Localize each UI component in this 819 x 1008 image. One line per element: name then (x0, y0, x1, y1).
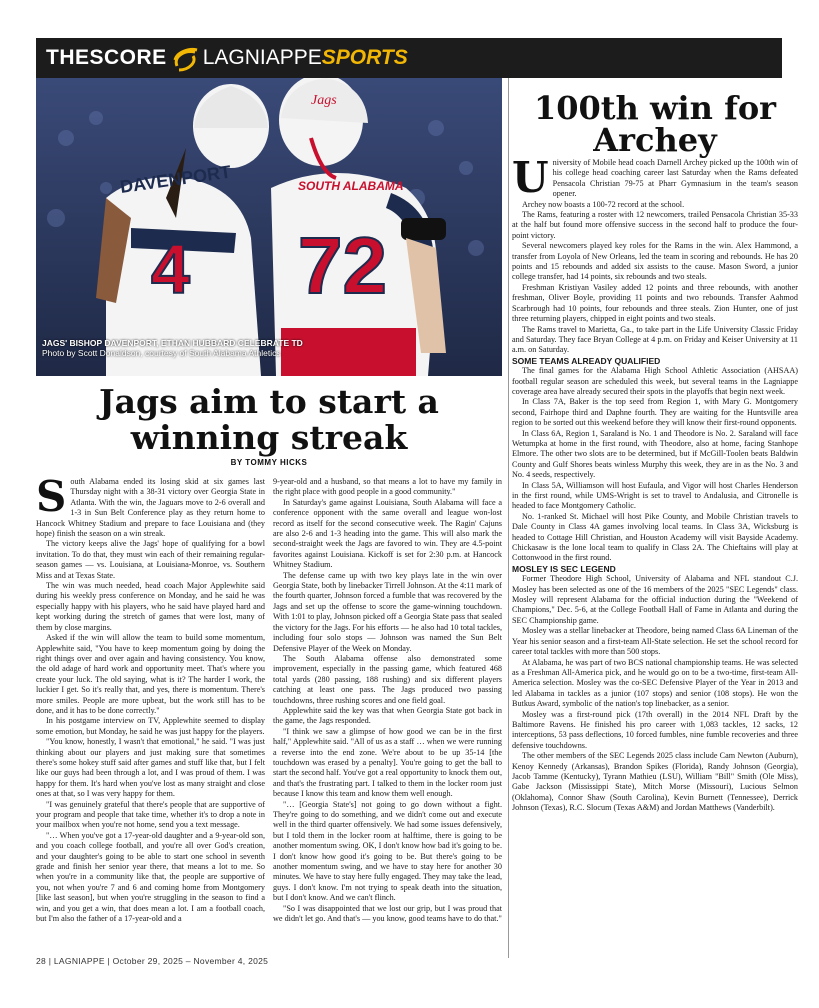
paragraph: "So I was disappointed that we lost our grip, but I was proud that we didn't let go. And that's — you know, good teams have to do that." (273, 903, 502, 924)
dropcap-u: U (512, 153, 549, 202)
s-swirl-logo-icon (171, 44, 199, 72)
page-footer: 28 | LAGNIAPPE | October 29, 2025 – November 4, 2025 (36, 956, 269, 966)
paragraph: The Rams, featuring a roster with 12 newcomers, trailed Pensacola Christian 35-33 at the half but found more offensive success in the second half to produce the four-point victory. (512, 210, 798, 240)
subhead-mosley: MOSLEY IS SEC LEGEND (512, 563, 616, 574)
paragraph: The Rams travel to Marietta, Ga., to take part in the Life University Classic Friday and Saturday. They face Bryan College at 4 p.m. on Friday and Keiser University at 11 a.m. on Saturday. (512, 324, 798, 355)
paragraph: The defense came up with two key plays late in the win over Georgia State, both by linebacker Tirrell Johnson. At the 4:11 mark of the fourth quarter, Johnson forced a fumble that was recovered by the Jags and set up the offense to score the game-winning touchdown. With 1:01 to play, Johnson picked off a Georgia State pass that sealed the victory for the Jags. For his efforts — he also had 10 total tackles, including four solo stops — Johnson was named the Sun Belt Defensive Player of the Week on Monday. (273, 570, 502, 653)
paragraph: The victory keeps alive the Jags' hope of qualifying for a bowl invitation. To do that, they must win each of their remaining regular-season games — vs. Louisiana, at Louisiana-Monroe, vs. Southern Miss and at Texas State. (36, 539, 265, 580)
section-banner (36, 38, 502, 78)
publication-name: LAGNIAPPE (53, 956, 105, 966)
paragraph: At Alabama, he was part of two BCS national championship teams. He was selected as a Freshman All-America pick, and he would go on to be a two-time, first-team All-America selection. Mosley was the co-SEC Defensive Player of the Year in 2013 and led Alabama in tackles as a junior (107 stops) and senior (108 stops). He won the Butkus Award, symbolic of the nation's top linebacker, as a senior. (512, 657, 798, 709)
helmet-text: Jags (311, 93, 337, 108)
paragraph: In Saturday's game against Louisiana, South Alabama will face a conference opponent with the same overall and league won-lost record as itself for the second consecutive week. The Ragin' Cajuns are also 2-6 and 1-3 heading into the game. This will also mark the second-straight week the Jags are favored to win. They are 4.5-point favorites against Louisiana. Kickoff is set for 2:30 p.m. at Hancock Whitney Stadium. (273, 497, 502, 570)
paragraph: In Class 5A, Williamson will host Eufaula, and Vigor will host Charles Henderson in the first round, while UMS-Wright is set to travel to Andalusia, and Citronelle is headed to face Montgomery Catholic. (512, 480, 798, 511)
paragraph: "… [Georgia State's] not going to go down without a fight. They're going to do something, and we didn't come out and execute well in the third quarter offensively. We had some issues defensively, but I told them in the locker room at halftime, there is going to be another momentum swing. OK, I don't know how bad it's going to be. I don't know how good it's going to be. But there's going to be another momentum swing, and we have to stay here for another 30 minutes. We have to stay here fully engaged. They may take the lead, guys. I don't know. I'm not trying to speak death into the situation, but I don't know. And we can't flinch. (273, 799, 502, 903)
issue-dates: October 29, 2025 – November 4, 2025 (112, 956, 269, 966)
paragraph: Freshman Kristiyan Vasiley added 12 points and three rebounds, with another freshman, Oliver Boyle, providing 11 points and two rebounds. Transfer Aahmod Scarbrough had 10 points, four rebounds and three steals. Zion Hunter, one of just three returning players, chipped in eight points and two steals. (512, 282, 798, 324)
jersey1-name: DAVENPORT (118, 161, 233, 197)
paragraph: The win was much needed, head coach Major Applewhite said during his weekly press conference on Monday, and he said he was especially happy with his players, who he said have played hard and kept working during the stretch of games that were lost, many of them by close margins. (36, 581, 265, 632)
paragraph: The other members of the SEC Legends 2025 class include Cam Newton (Auburn), Kenoy Kennedy (Arkansas), Brandon Spikes (Florida), Randy Johnson (Georgia), Jacob Tamme (Kentucky), Tyrann Mathieu (LSU), William "Bill" Smith (Ole Miss), Gabe Jackson (Mississippi State), Mitch Morse (Missouri), Lucious Selmon (Oklahoma), Connor Shaw (South Carolina), Kevin Burnett (Tennessee), Derrick Johnson (Texas), R.C. Slocum (Texas A&M) and Jordan Matthews (Vanderbilt). (512, 751, 798, 813)
paragraph: In Class 7A, Baker is the top seed from Region 1, with Mary G. Montgomery second, Fairhope third and Daphne fourth. They are waiting for the Huntsville area region to be sorted out this weekend before they will know their first-round opponents. (512, 397, 798, 428)
article1-column-b (273, 477, 502, 924)
paragraph: "I think we saw a glimpse of how good we can be in the first half," Applewhite said. "All of us as a staff … when we were running a reverse into the end zone. We're about to be up 35-14 [the touchdown was erased by a penalty]. You're going to get the ball to start the second half. You've got a real opportunity to knock them out, and that's the frustrating part. I talked to them in the locker room just because I know this team and know them well enough. (273, 726, 502, 799)
column-divider (508, 78, 509, 958)
paragraph: Mosley was a first-round pick (17th overall) in the 2014 NFL Draft by the Baltimore Ravens. He finished his pro career with 1,083 tackles, 12 sacks, 12 interceptions, 53 pass deflections, 10 forced fumbles, nine fumble recoveries and three defensive touchdowns. (512, 709, 798, 750)
caption-credit: Photo by Scott Donaldson, courtesy of South Alabama Athletics (42, 348, 281, 358)
paragraph: Former Theodore High School, University of Alabama and NFL standout C.J. Mosley has been selected as one of the 16 members of the 2025 "SEC Legends" class. Mosley will represent Alabama for the official induction during the "Weekend of Champions," Dec. 5-6, at the College Football Hall of Fame in Atlanta and during the SEC Championship game. (512, 574, 798, 625)
paragraph: Applewhite said the key was that when Georgia State got back in the game, the Jags responded. (273, 705, 502, 726)
banner-sports: SPORTS (321, 46, 408, 69)
jersey2-name: SOUTH ALABAMA (298, 179, 404, 193)
article1-column-a: South Alabama ended its losing skid at six games last Thursday night with a 38-31 victory over Georgia State in Atlanta. With the win, the Jaguars move to 2-6 overall and 1-3 in Sun Belt Conference play as they return home to Hancock Whitney Stadium and prepare to face Louisiana and (they hope) finish the season on a win streak. The victory keeps alive the Jags' hope of qualifying for a bowl invitation. To do that, they must win each of their remaining regular-season games — vs. Louisiana, at Louisiana-Monroe, vs. Southern Miss and at Texas State. The win was much needed, head coach Major Applewhite said during his weekly press conference on Monday, and he said he was especially happy with his players, who he said have played hard and kept working during the stretch of games that were lost, many of them by close margins. Asked if the win will allow the team to build some momentum, Applewhite said, "You have to keep momentum going by doing the right things over and over again and having consistency. You know, the old adage of hard work and opportunity meet. That's where you create your luck. The old saying, what is it? The harder I work, the luckier I get. So it's really that, and yes, there is momentum. There's more smiles. People are more upbeat, but the work still has to be done, and it has to be done correctly." In his postgame interview on TV, Applewhite seemed to display some emotion, but Monday, he said he was just happy for the players. "You know, honestly, I wasn't that emotional," he said. "I was just thinking about our players and just making sure that sometimes there's some hokey stuff said after games and stuff like that, but I felt like our guys had been through a lot, and I was proud of them. I was happy for them. It's hard when you've lost as many straight and close ones at that, so I was very happy for them. "I was genuinely grateful that there's people that are supportive of your program and people that take time, whether it's to drop a note in your mailbox when you're not home, send you a text message. "… When you've got a 17-year-old daughter and a 9-year-old son, and you coach college football, and you're all over God's creation, and your daughter's going to be able to start one school in seventh grade and finish her senior year there, that means a lot to me. So when you're in a community like that, the people are supportive of you, not when you're 7 and 6 and coming home from Montgomery [like last season], but when you're struggling in the season to find a win, and you get a win, that does mean a lot. I am a football coach, but I'm also the father of a 17-year-old and a (36, 472, 265, 924)
paragraph: Asked if the win will allow the team to build some momentum, Applewhite said, "You have to keep momentum going by doing the right things over and over again and having consistency. You know, the old adage of hard work and opportunity meet. That's where you create your luck. The old saying, what is it? The harder I work, the luckier I get. So it's really that, and yes, there is momentum. There's more smiles. People are more upbeat, but the work still has to be done, and it has to be done correctly." (36, 633, 265, 715)
page-number: 28 (36, 956, 47, 966)
paragraph: Mosley was a stellar linebacker at Theodore, being named Class 6A Lineman of the Year his senior season and a first-team All-State selection. He set the school record for career total tackles with more than 500 stops. (512, 626, 798, 657)
caption-title: JAGS' BISHOP DAVENPORT, ETHAN HUBBARD CELEBRATE TD (42, 338, 303, 348)
lead-photo (36, 78, 502, 376)
paragraph: "I was genuinely grateful that there's people that are supportive of your program and people that take time, whether it's to drop a note in your mailbox when you're not home, send you a text message. (36, 799, 265, 830)
subhead-qualified: SOME TEAMS ALREADY QUALIFIED (512, 355, 661, 366)
banner-lagniappe: LAGNIAPPE (202, 46, 322, 69)
paragraph: In his postgame interview on TV, Applewhite seemed to display some emotion, but Monday, he said he was just happy for the players. (36, 716, 265, 736)
dropcap-s: S (36, 472, 67, 521)
photo-caption (42, 338, 303, 358)
paragraph: "You know, honestly, I wasn't that emotional," he said. "I was just thinking about our players and just making sure that sometimes there's some hokey stuff said after games and stuff like that, but I felt like our guys had been through a lot, and I was proud of them. I was happy for them. It's hard when you've lost as many straight and close ones at that, so I was very happy for them. (36, 737, 265, 799)
right-column: University of Mobile head coach Darnell Archey picked up the 100th win of his college head coaching career last Saturday when the Rams defeated Pensacola Christian 79-75 at Pharr Gymnasium in the team's season opener. Archey now boasts a 100-72 record at the school. The Rams, featuring a roster with 12 newcomers, trailed Pensacola Christian 35-33 at the half but found more offensive success in the second half to produce the four-point victory. Several newcomers played key roles for the Rams in the win. Alex Hammond, a transfer from Loyola of New Orleans, led the team in scoring and rebounds. He has 20 points and 15 rebounds and added six assists to the cause. Mason Sword, a junior college transfer, had 14 points, six rebounds and two steals. Freshman Kristiyan Vasiley added 12 points and three rebounds, with another freshman, Oliver Boyle, providing 11 points and two rebounds. Transfer Aahmod Scarbrough had 10 points, four rebounds and three steals. Zion Hunter, one of just three returning players, chipped in eight points and two steals. The Rams travel to Marietta, Ga., to take part in the Life University Classic Friday and Saturday. They face Bryan College at 4 p.m. on Friday and Keiser University at 11 a.m. on Saturday. SOME TEAMS ALREADY QUALIFIED The final games for the Alabama High School Athletic Association (AHSAA) football regular season are scheduled this week, but several teams in the Lagniappe coverage area have already secured their spots in the playoffs that begin next week. In Class 7A, Baker is the top seed from Region 1, with Mary G. Montgomery second, Fairhope third and Daphne fourth. They are waiting for the Huntsville area region to be sorted out this weekend before they will know their first-round opponents. In Class 6A, Region 1, Saraland is No. 1 and Theodore is No. 2. Saraland will face Wetumpka at home in the first round, with Theodore, also at home, facing Stanhope Elmore. The other two slots are to be determined, but if McGill-Toolen beats Baldwin County and Gulf Shores beats winless Murphy this week, they are in as the No. 3 and No. 4 seeds, respectively. In Class 5A, Williamson will host Eufaula, and Vigor will host Charles Henderson in the first round, while UMS-Wright is set to travel to Andalusia, and Citronelle is headed to face Montgomery Catholic. No. 1-ranked St. Michael will host Pike County, and Mobile Christian travels to Dale County in Class 4A games involving local teams. In Class 3A, Wicksburg is headed to Cottage Hill Christian, and Houston Academy will visit Bayside Academy. Chickasaw is the lone local team to qualify in Class 2A. The Chieftains will play at Cottonwood in the first round. MOSLEY IS SEC LEGEND Former Theodore High School, University of Alabama and NFL standout C.J. Mosley has been selected as one of the 16 members of the 2025 "SEC Legends" class. Mosley will represent Alabama for the official induction during the "Weekend of Champions," Dec. 5-6, at the College Football Hall of Fame in Atlanta and during the SEC Championship game. Mosley was a stellar linebacker at Theodore, being named Class 6A Lineman of the Year his senior season and a first-team All-State selection. He set the school record for career total tackles with more than 500 stops. At Alabama, he was part of two BCS national championship teams. He was selected as a Freshman All-America pick, and he would go on to be a two-time, first-team All-America selection. Mosley was the co-SEC Defensive Player of the Year in 2013 and led Alabama in tackles as a junior (107 stops) and senior (108 stops). He won the Butkus Award, symbolic of the nation's top linebacker, as a senior. Mosley was a first-round pick (17th overall) in the 2014 NFL Draft by the Baltimore Ravens. He finished his pro career with 1,083 tackles, 12 sacks, 12 interceptions, 53 pass deflections, 10 forced fumbles, nine fumble recoveries and three defensive touchdowns. The other members of the SEC Legends 2025 class include Cam Newton (Auburn), Kenoy Kennedy (Arkansas), Brandon Spikes (Florida), Randy Johnson (Georgia), Jacob Tamme (Kentucky), Tyrann Mathieu (LSU), William "Bill" Smith (Ole Miss), Gabe Jackson (Mississippi State), Mitch Morse (Missouri), Lucious Selmon (Oklahoma), Connor Shaw (South Carolina), Kevin Burnett (Tennessee), Derrick Johnson (Texas), R.C. Slocum (Texas A&M) and Jordan Matthews (Vanderbilt). (512, 153, 798, 813)
paragraph: Archey now boasts a 100-72 record at the school. (522, 199, 685, 209)
paragraph: In Class 6A, Region 1, Saraland is No. 1 and Theodore is No. 2. Saraland will face Wetumpka at home in the first round, with Theodore, also at home, facing Stanhope Elmore. The other two slots are to be determined, but if McGill-Toolen beats Baldwin County and Gulf Shores beats winless Murphy this week, they are in as the No. 3 and No. 4 seeds, respectively. (512, 428, 798, 480)
jersey2-number: 72 (298, 221, 387, 310)
byline: BY TOMMY HICKS (230, 458, 308, 467)
headline-jags: Jags aim to start a winning streak (99, 382, 439, 457)
paragraph: "… When you've got a 17-year-old daughter and a 9-year-old son, and you coach college football, and you're all over God's creation, and your daughter's going to be able to start one school in seventh grade and finish her senior year there, that means a lot to me. So when you're in a community like that, the people are supportive of you, not when you're 7 and 6 and coming home from Montgomery [like last season], but when you're struggling in the season to find a win, and you get a win, that does mean a lot. I am a football coach, but I'm also the father of a 17-year-old and a (36, 830, 265, 924)
paragraph: 9-year-old and a husband, so that means a lot to have my family in the right place with good people in a good community." (273, 477, 502, 497)
paragraph: The final games for the Alabama High School Athletic Association (AHSAA) football regular season are scheduled this week, but several teams in the Lagniappe coverage area have already secured their spots in the playoffs that begin next week. (512, 366, 798, 396)
banner-thescore: THESCORE (46, 46, 167, 69)
jersey1-number: 4 (151, 230, 190, 308)
paragraph: The South Alabama offense also demonstrated some improvement, especially in the passing game, which featured 468 total yards (280 passing, 188 rushing) and six different players catching at least one pass. The Jags produced two passing touchdowns, three rushing scores and one field goal. (273, 653, 502, 705)
paragraph: No. 1-ranked St. Michael will host Pike County, and Mobile Christian travels to Dale County in Class 4A games involving local teams. In Class 3A, Wicksburg is headed to Cottage Hill Christian, and Houston Academy will visit Bayside Academy. Chickasaw is the lone local team to qualify in Class 2A. The Chieftains will play at Cottonwood in the first round. (512, 511, 798, 563)
headline-archey: 100th win for Archey (533, 89, 777, 159)
banner-extension (502, 38, 782, 78)
paragraph: Several newcomers played key roles for the Rams in the win. Alex Hammond, a transfer from Loyola of New Orleans, led the team in scoring and rebounds. He has 20 points and 15 rebounds and added six assists to the cause. Mason Sword, a junior college transfer, had 14 points, six rebounds and two steals. (512, 241, 798, 282)
